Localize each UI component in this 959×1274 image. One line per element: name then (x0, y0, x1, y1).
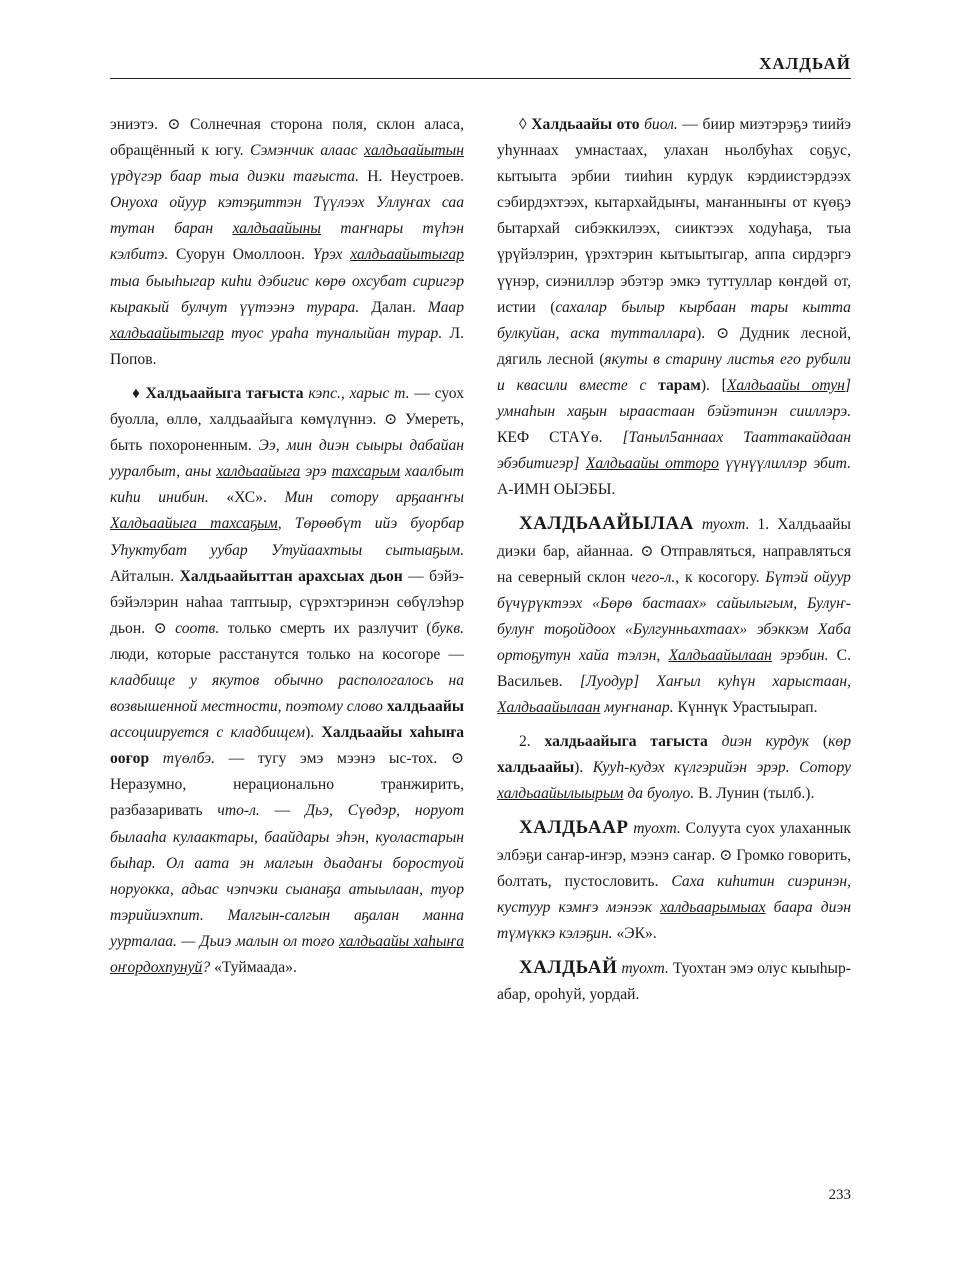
running-header-title: ХАЛДЬАЙ (759, 54, 851, 73)
sense-entry: 2. халдьаайыга тағыста диэн курдук (көр халдьаайы). Кууһ-кудэх күлгэрийэн эрэр. Сотору халдьаайылыырым да буолуо. В. Лунин (тылб.). (497, 733, 852, 803)
phrase-entry: ◊ Халдьаайы ото биол. — биир миэтэрэҕэ тиийэ уһуннаах умнастаах, улахан ньолбуһах соҕус, кытыыта эрбии тииһин курдук кэрдиистэрдээх сэбирдэхтээх, кытархайдыҥы, маҥанныҥы от күөҕэ бытархай сибэккилээх, сииктээх ходуһаҕа, тыа үрүйэлэрин, үрэхтэрин кытыытыгар, аппа сирдэргэ үүнэр, сиэниллэр эбэтэр эмкэ туттуллар көҥдөй от, истии (сахалар былыр кырбаан тары кытта булкуйан, аска тутталлара). ⊙ Дудник лесной, дягиль лесной (якуты в старину листья его рубили и квасили вместе с тарам). [Халдьаайы отун] умнаһын хаҕын ыраастаан бэйэтинэн сииллэрэ. КЕФ СТАҮө. [Таныл5аннаах Тааттакайдаан эбэбитигэр] Халдьаайы отторо үүнүүлиллэр эбит. А-ИМН ОЫЭБЫ. (497, 116, 852, 499)
lozenge-icon: ◊ (519, 116, 527, 133)
running-header (110, 52, 851, 79)
page-number: 233 (828, 1187, 851, 1203)
entry-continuation: эниэтэ. ⊙ Солнечная сторона поля, склон аласа, обращённый к югу. Сэмэнчик алаас халдьаайытын үрдүгэр баар тыа диэки тағыста. Н. Неустроев. Онуоха ойуур кэтэҕиттэн Түүлээх Уллуҥах саа тутан баран халдьаайыны таҥнары түһэн кэлбитэ. Суорун Омоллоон. Үрэх халдьаайытыгар тыа быыһыгар киһи дэбигис көрө охсубат сиригэр кыракый булчут үүтээнэ турара. Далан. Маар халдьаайытыгар туос ураһа туналыйан турар. Л. Попов. (110, 116, 465, 368)
right-column (497, 112, 851, 1008)
diamond-icon: ♦ (132, 384, 141, 402)
left-column (110, 112, 464, 981)
headword-entry: ХАЛДЬАЙ туохт. Туохтан эмэ олус кыыһыр-абар, ороһуй, уордай. (497, 956, 851, 1003)
phrase-entry: ♦ Халдьаайыга тағыста кэпс., харыс т. — суох буолла, өллө, халдьаайыга көмүлүннэ. ⊙ Умереть, быть похороненным. Ээ, мин диэн сыыры дабайан ууралбыт, аны халдьаайыга эрэ тахсарым хаалбыт киһи инибин. «ХС». Мин сотору арҕааҥҥы Халдьаайыга тахсаҕым, Төрөөбүт ийэ буорбар Уһуктубат уубар Утуйаахтыы сытыаҕым. Айталын. Халдьаайыттан арахсыах дьон — бэйэ-бэйэлэрин наһаа таптыыр, сүрэхтэринэн сөбүлэһэр дьон. ⊙ соотв. только смерть их разлучит (букв. люди, которые расстанутся только на косогоре — кладбище у якутов обычно распологалось на возвышенной местности, поэтому слово халдьаайы ассоциируется с кладбищем). Халдьаайы хаһыҥа ооғор түөлбэ. — тугу эмэ мээнэ ыс-тох. ⊙ Неразумно, нерационально транжирить, разбазаривать что-л. — Дьэ, Сүөдэр, норуот былааһа кулаактары, баайдары эһэн, куоластарын быһар. Ол аата эн малгын дьадаҥы боростуой норуокка, адьас чэпчэки сыанаҕа атыылаан, туор тэрийиэхпит. Малгын-салгын аҕалан манна уурталаа. — Дьиэ малын ол тоғо халдьаайы хаһыҥа оҥордохпунуй? «Туймаада». (110, 384, 465, 976)
headword-entry: ХАЛДЬААЙЫЛАА туохт. 1. Халдьаайы диэки бар, айаннаа. ⊙ Отправляться, направляться на северный склон чего-л., к косогору. Бүтэй ойуур бүчүрүктээх «Бөрө бастаах» сайылыгым, Булуҥ-булуҥ тоҕойдоох «Булгунньахтаах» эбэккэм Хаба ортоҕутун хайа тэлэн, Халдьаайылаан эрэбин. С. Васильев. [Луодур] Хаҥыл куһүн харыстаан, Халдьаайылаан муҥнанар. Күннүк Урастыырап. (497, 513, 852, 717)
headword-entry: ХАЛДЬААР туохт. Солуута суох улаханнык элбэҕи саҥар-иҥэр, мээнэ саҥар. ⊙ Громко говорить, болтать, пустословить. Саха киһитин сиэринэн, кустуур кэмҥэ мэнээк халдьаарымыах баара диэн түмүккэ кэлэҕин. «ЭК». (497, 817, 852, 942)
